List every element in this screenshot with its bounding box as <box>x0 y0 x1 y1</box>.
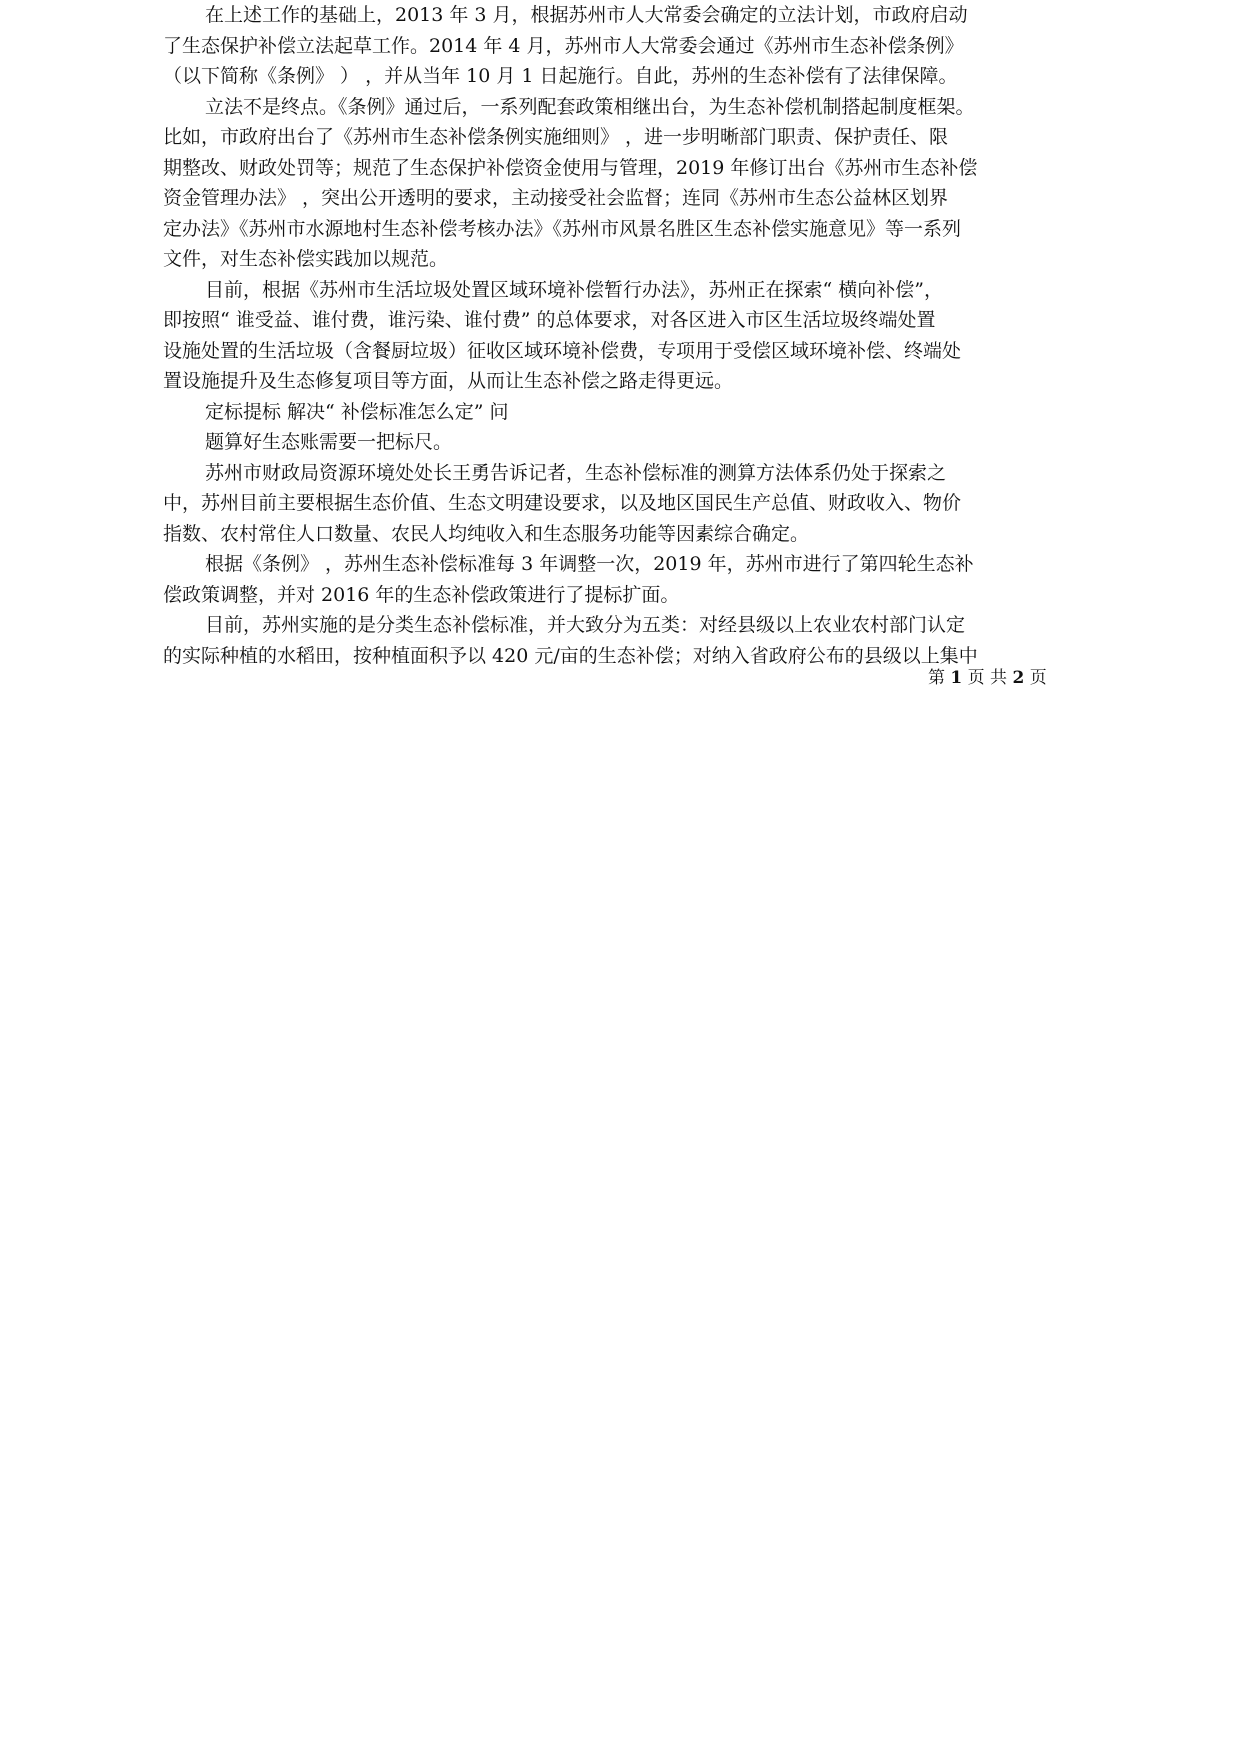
text-line: 期整改、财政处罚等；规范了生态保护补偿资金使用与管理，2019 年修订出台《苏州市生态补偿 <box>163 156 978 179</box>
text-line: 设施处置的生活垃圾（含餐厨垃圾）征收区域环境补偿费，专项用于受偿区域环境补偿、终端处 <box>163 339 962 362</box>
text-line: 资金管理办法》 ，突出公开透明的要求，主动接受社会监督；连同《苏州市生态公益林区划界 <box>163 187 949 209</box>
text-line: 的实际种植的水稻田，按种植面积予以 420 元/亩的生态补偿；对纳入省政府公布的县级以上集中 <box>163 644 978 667</box>
text-line: 题算好生态账需要一把标尺。 <box>205 431 453 453</box>
total-page-number: 2 <box>1012 668 1025 688</box>
footer-prefix: 第 <box>928 668 951 688</box>
text-line: 定办法》《苏州市水源地村生态补偿考核办法》《苏州市风景名胜区生态补偿实施意见》等一系列 <box>163 217 962 240</box>
text-line: 在上述工作的基础上，2013 年 3 月，根据苏州市人大常委会确定的立法计划，市政府启动 <box>205 4 968 26</box>
text-line: 立法不是终点。《条例》通过后，一系列配套政策相继出台，为生态补偿机制搭起制度框架。 <box>205 95 975 118</box>
text-line: 定标提标 解决“ 补偿标准怎么定” 问 <box>205 400 509 423</box>
text-line: 即按照“ 谁受益、谁付费，谁污染、谁付费” 的总体要求，对各区进入市区生活垃圾终端处置 <box>163 309 936 331</box>
text-line: （以下简称《条例》 ） ，并从当年 10 月 1 日起施行。自此，苏州的生态补偿有了法律保障。 <box>163 65 958 87</box>
text-line: 指数、农村常住人口数量、农民人均纯收入和生态服务功能等因素综合确定。 <box>163 522 810 545</box>
footer-suffix: 页 <box>1024 668 1047 688</box>
text-line: 了生态保护补偿立法起草工作。2014 年 4 月，苏州市人大常委会通过《苏州市生态补偿条例》 <box>163 34 964 57</box>
text-line: 苏州市财政局资源环境处处长王勇告诉记者，生态补偿标准的测算方法体系仍处于探索之 <box>205 461 947 484</box>
page-number-footer <box>928 663 1047 688</box>
footer-middle: 页 共 <box>962 668 1013 688</box>
text-line: 目前，苏州实施的是分类生态补偿标准，并大致分为五类：对经县级以上农业农村部门认定 <box>205 614 966 636</box>
text-line: 文件，对生态补偿实践加以规范。 <box>163 248 449 270</box>
current-page-number: 1 <box>950 668 963 688</box>
text-line: 比如，市政府出台了《苏州市生态补偿条例实施细则》 ，进一步明晰部门职责、保护责任、限 <box>163 126 949 148</box>
document-body <box>163 0 1087 671</box>
text-line: 偿政策调整，并对 2016 年的生态补偿政策进行了提标扩面。 <box>163 583 680 606</box>
text-line: 置设施提升及生态修复项目等方面，从而让生态补偿之路走得更远。 <box>163 370 734 392</box>
text-line: 根据《条例》 ，苏州生态补偿标准每 3 年调整一次，2019 年，苏州市进行了第四轮生态补 <box>205 553 974 575</box>
text-line: 中，苏州目前主要根据生态价值、生态文明建设要求，以及地区国民生产总值、财政收入、物价 <box>163 492 962 514</box>
text-line: 目前，根据《苏州市生活垃圾处置区域环境补偿暂行办法》，苏州正在探索“ 横向补偿”， <box>205 278 943 301</box>
